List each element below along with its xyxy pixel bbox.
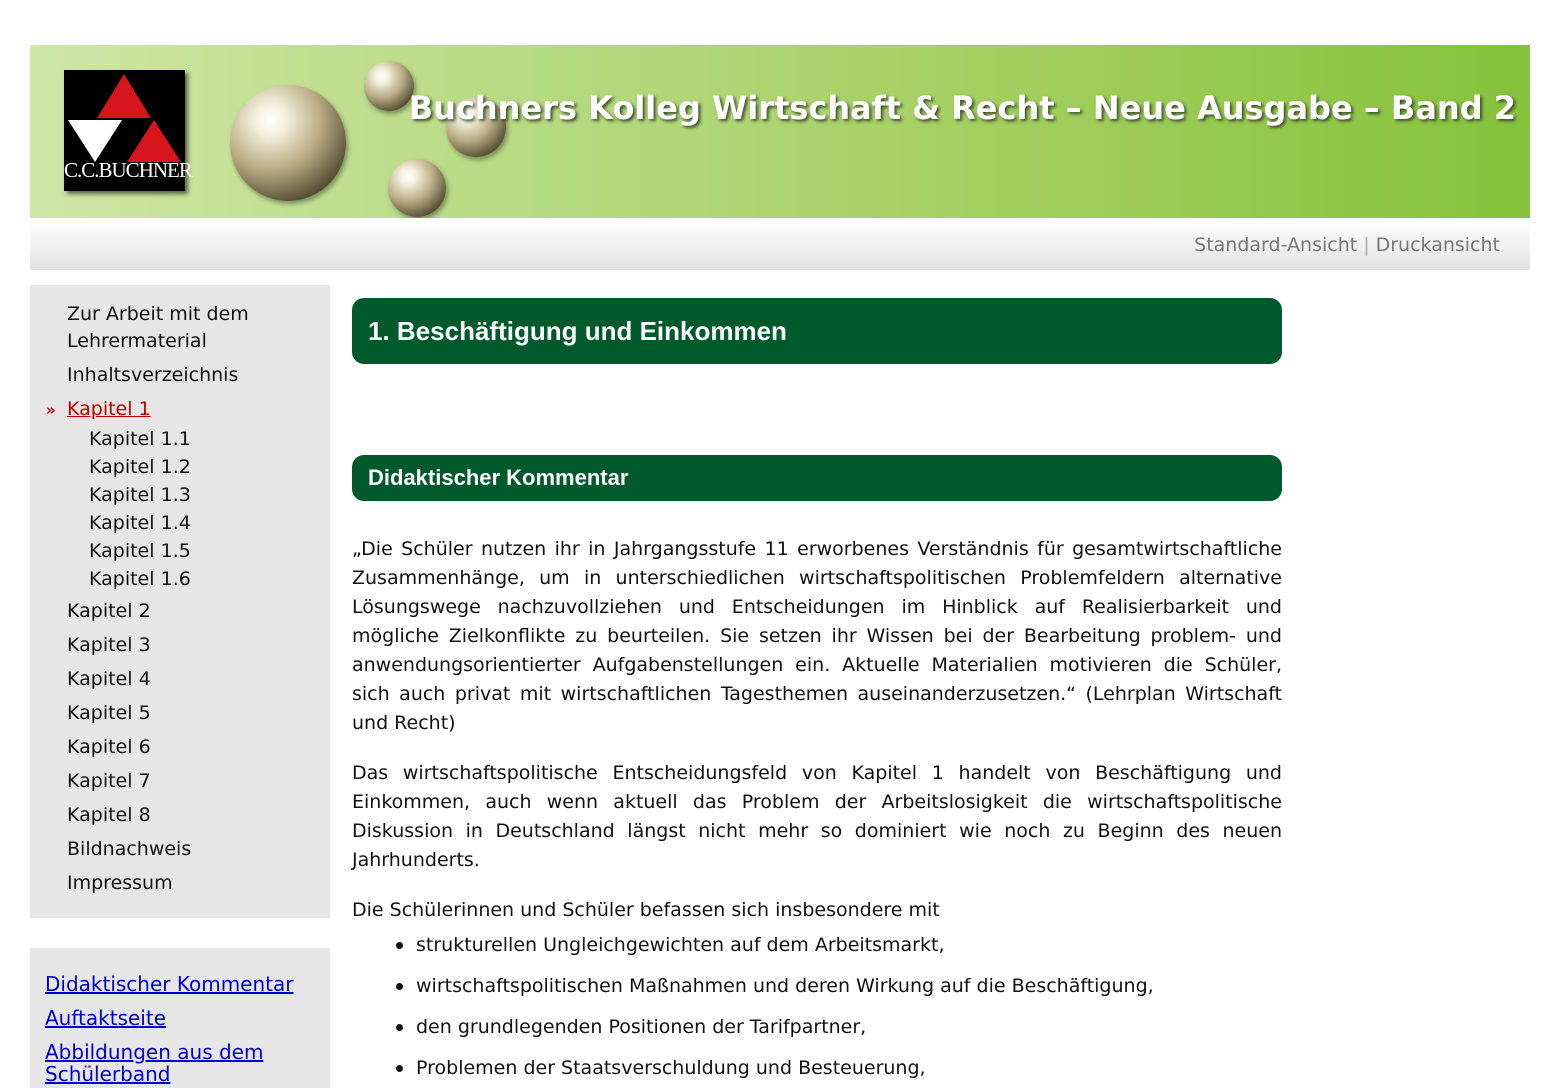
site-title: Buchners Kolleg Wirtschaft & Recht – Neue Ausgabe – Band 2 xyxy=(408,89,1516,127)
nav-item-bildnachweis[interactable]: Bildnachweis xyxy=(67,838,192,860)
nav-item-kapitel-4[interactable]: Kapitel 4 xyxy=(67,668,151,690)
list-intro-paragraph: Die Schülerinnen und Schüler befassen sich insbesondere mit xyxy=(352,899,940,921)
nav-item-inhaltsverzeichnis[interactable]: Inhaltsverzeichnis xyxy=(67,364,239,386)
list-item xyxy=(416,1016,866,1038)
section-heading xyxy=(352,455,1282,501)
list-item xyxy=(416,1057,926,1079)
view-switcher-bar xyxy=(30,218,1530,270)
bullet-icon xyxy=(396,1065,403,1072)
site-header xyxy=(30,45,1530,218)
logo-text: C.C.BUCHNER xyxy=(64,158,192,182)
nav-subitem-kapitel-1-2[interactable]: Kapitel 1.2 xyxy=(89,456,191,478)
chapter-heading-text: 1. Beschäftigung und Einkommen xyxy=(368,316,787,346)
intro-paragraph: Das wirtschaftspolitische Entscheidungsfeld von Kapitel 1 handelt von Beschäftigung und Einkommen, auch wenn aktuell das Problem der Arbeitslosigkeit die wirtschaftspolitische Diskussion in Deutschland längst nicht mehr so dominiert wie noch zu Beginn des neuen Jahrhunderts. xyxy=(352,762,1282,871)
nav-item-kapitel-7[interactable]: Kapitel 7 xyxy=(67,770,151,792)
nav-item-kapitel-6[interactable]: Kapitel 6 xyxy=(67,736,151,758)
nav-item-kapitel-2[interactable]: Kapitel 2 xyxy=(67,600,151,622)
section-links-box xyxy=(30,948,330,1088)
bullet-icon xyxy=(396,942,403,949)
bullet-icon xyxy=(396,1024,403,1031)
nav-subitem-kapitel-1-5[interactable]: Kapitel 1.5 xyxy=(89,540,191,562)
nav-item-lehrermaterial[interactable]: Zur Arbeit mit dem Lehrermaterial xyxy=(67,303,249,352)
sidebar-nav xyxy=(30,285,330,918)
list-item xyxy=(416,934,944,956)
view-separator: | xyxy=(1363,234,1370,256)
chapter-heading xyxy=(352,298,1282,364)
list-item-text: strukturellen Ungleichgewichten auf dem Arbeitsmarkt, xyxy=(416,934,945,956)
nav-subitem-kapitel-1-4[interactable]: Kapitel 1.4 xyxy=(89,512,191,534)
list-item-text: wirtschaftspolitischen Maßnahmen und deren Wirkung auf die Beschäftigung, xyxy=(416,975,1154,997)
link-abbildungen-schuelerband[interactable]: Abbildungen aus dem Schülerband xyxy=(45,1040,264,1086)
list-item-text: Problemen der Staatsverschuldung und Besteuerung, xyxy=(416,1057,926,1079)
list-item-text: den grundlegenden Positionen der Tarifpartner, xyxy=(416,1016,867,1038)
nav-item-kapitel-8[interactable]: Kapitel 8 xyxy=(67,804,151,826)
list-item xyxy=(416,975,1154,997)
nav-item-kapitel-1[interactable]: Kapitel 1 xyxy=(67,398,151,420)
quote-paragraph: „Die Schüler nutzen ihr in Jahrgangsstufe 11 erworbenes Verständnis für gesamtwirtschaftliche Zusammenhänge, um in unterschiedlichen wirtschaftspolitischen Problemfeldern alternative Lösungswege nachzuvollziehen und Entscheidungen im Hinblick auf Realisierbarkeit und mögliche Zielkonflikte zu beurteilen. Sie setzen ihr Wissen bei der Bearbeitung problem- und anwendungsorientierter Aufgabenstellungen ein. Aktuelle Materialien motivieren die Schüler, sich auch privat mit wirtschaftlichen Tagesthemen auseinanderzusetzen.“ (Lehrplan Wirtschaft und Recht) xyxy=(352,538,1282,734)
nav-subitem-kapitel-1-3[interactable]: Kapitel 1.3 xyxy=(89,484,191,506)
decorative-sphere xyxy=(364,61,414,111)
nav-item-impressum[interactable]: Impressum xyxy=(67,872,173,894)
publisher-logo[interactable] xyxy=(64,70,192,191)
decorative-sphere xyxy=(388,159,446,217)
nav-subitem-kapitel-1-6[interactable]: Kapitel 1.6 xyxy=(89,568,191,590)
active-marker-icon: » xyxy=(46,401,56,419)
section-heading-text: Didaktischer Kommentar xyxy=(368,465,629,490)
decorative-sphere-large xyxy=(230,85,346,201)
link-auftaktseite[interactable]: Auftaktseite xyxy=(45,1006,166,1030)
bullet-icon xyxy=(396,983,403,990)
nav-item-kapitel-3[interactable]: Kapitel 3 xyxy=(67,634,151,656)
print-view-link[interactable]: Druckansicht xyxy=(1375,234,1500,256)
link-didaktischer-kommentar[interactable]: Didaktischer Kommentar xyxy=(45,972,294,996)
nav-subitem-kapitel-1-1[interactable]: Kapitel 1.1 xyxy=(89,428,191,450)
nav-item-kapitel-5[interactable]: Kapitel 5 xyxy=(67,702,151,724)
standard-view-link[interactable]: Standard-Ansicht xyxy=(1194,234,1358,256)
